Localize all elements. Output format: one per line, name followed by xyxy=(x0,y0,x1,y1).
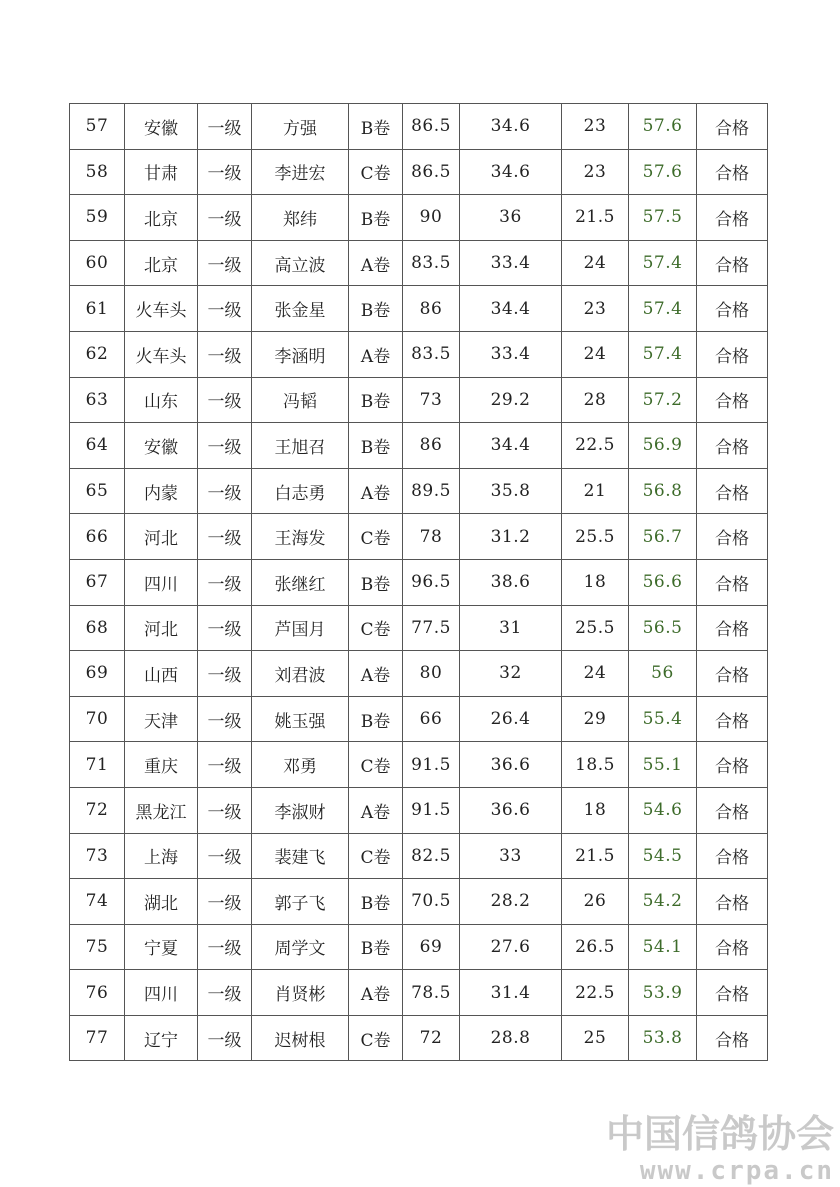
cell-other-score: 21.5 xyxy=(562,833,629,879)
cell-result: 合格 xyxy=(697,605,768,651)
cell-result: 合格 xyxy=(697,1015,768,1061)
cell-other-score: 26.5 xyxy=(562,924,629,970)
cell-level: 一级 xyxy=(198,879,252,925)
cell-rank: 67 xyxy=(70,559,125,605)
cell-rank: 75 xyxy=(70,924,125,970)
cell-name: 裴建飞 xyxy=(252,833,349,879)
cell-level: 一级 xyxy=(198,104,252,150)
cell-rank: 60 xyxy=(70,240,125,286)
cell-region: 北京 xyxy=(125,195,198,241)
cell-rank: 71 xyxy=(70,742,125,788)
table-row xyxy=(70,286,768,332)
cell-paper: C卷 xyxy=(349,742,403,788)
cell-region: 河北 xyxy=(125,514,198,560)
cell-level: 一级 xyxy=(198,605,252,651)
cell-level: 一级 xyxy=(198,423,252,469)
cell-paper: B卷 xyxy=(349,195,403,241)
cell-weighted-score: 27.6 xyxy=(460,924,562,970)
cell-result: 合格 xyxy=(697,331,768,377)
cell-total-score: 56.9 xyxy=(629,423,697,469)
cell-level: 一级 xyxy=(198,331,252,377)
cell-weighted-score: 38.6 xyxy=(460,559,562,605)
cell-name: 王海发 xyxy=(252,514,349,560)
table-row xyxy=(70,1015,768,1061)
cell-result: 合格 xyxy=(697,195,768,241)
cell-rank: 72 xyxy=(70,787,125,833)
results-body xyxy=(70,104,768,1061)
cell-result: 合格 xyxy=(697,696,768,742)
cell-paper: C卷 xyxy=(349,605,403,651)
cell-paper: A卷 xyxy=(349,331,403,377)
cell-raw-score: 80 xyxy=(403,651,460,697)
watermark-url: www.crpa.cn xyxy=(639,1156,834,1186)
cell-raw-score: 73 xyxy=(403,377,460,423)
cell-total-score: 54.6 xyxy=(629,787,697,833)
cell-name: 高立波 xyxy=(252,240,349,286)
cell-result: 合格 xyxy=(697,423,768,469)
cell-level: 一级 xyxy=(198,1015,252,1061)
cell-other-score: 26 xyxy=(562,879,629,925)
cell-weighted-score: 36.6 xyxy=(460,787,562,833)
cell-region: 山西 xyxy=(125,651,198,697)
cell-total-score: 56 xyxy=(629,651,697,697)
cell-raw-score: 70.5 xyxy=(403,879,460,925)
cell-result: 合格 xyxy=(697,924,768,970)
cell-result: 合格 xyxy=(697,651,768,697)
cell-level: 一级 xyxy=(198,833,252,879)
cell-result: 合格 xyxy=(697,468,768,514)
cell-result: 合格 xyxy=(697,377,768,423)
cell-other-score: 23 xyxy=(562,104,629,150)
table-row xyxy=(70,787,768,833)
cell-total-score: 55.4 xyxy=(629,696,697,742)
cell-other-score: 23 xyxy=(562,286,629,332)
cell-level: 一级 xyxy=(198,240,252,286)
cell-other-score: 24 xyxy=(562,651,629,697)
cell-rank: 65 xyxy=(70,468,125,514)
cell-raw-score: 83.5 xyxy=(403,331,460,377)
cell-region: 北京 xyxy=(125,240,198,286)
cell-other-score: 18 xyxy=(562,787,629,833)
cell-rank: 59 xyxy=(70,195,125,241)
cell-other-score: 18 xyxy=(562,559,629,605)
cell-raw-score: 77.5 xyxy=(403,605,460,651)
cell-name: 李淑财 xyxy=(252,787,349,833)
cell-name: 李涵明 xyxy=(252,331,349,377)
table-row xyxy=(70,240,768,286)
cell-weighted-score: 36 xyxy=(460,195,562,241)
table-row xyxy=(70,559,768,605)
cell-other-score: 28 xyxy=(562,377,629,423)
cell-result: 合格 xyxy=(697,879,768,925)
cell-level: 一级 xyxy=(198,742,252,788)
table-row xyxy=(70,468,768,514)
cell-other-score: 29 xyxy=(562,696,629,742)
cell-total-score: 57.5 xyxy=(629,195,697,241)
cell-level: 一级 xyxy=(198,514,252,560)
watermark xyxy=(606,1112,834,1186)
table-row xyxy=(70,377,768,423)
cell-level: 一级 xyxy=(198,924,252,970)
cell-raw-score: 96.5 xyxy=(403,559,460,605)
cell-region: 四川 xyxy=(125,559,198,605)
cell-other-score: 22.5 xyxy=(562,970,629,1016)
cell-region: 湖北 xyxy=(125,879,198,925)
cell-rank: 68 xyxy=(70,605,125,651)
cell-total-score: 56.6 xyxy=(629,559,697,605)
table-row xyxy=(70,423,768,469)
table-row xyxy=(70,742,768,788)
cell-raw-score: 78.5 xyxy=(403,970,460,1016)
cell-weighted-score: 34.4 xyxy=(460,423,562,469)
cell-weighted-score: 31.4 xyxy=(460,970,562,1016)
cell-paper: B卷 xyxy=(349,879,403,925)
cell-region: 内蒙 xyxy=(125,468,198,514)
cell-level: 一级 xyxy=(198,651,252,697)
table-row xyxy=(70,104,768,150)
cell-raw-score: 91.5 xyxy=(403,787,460,833)
cell-level: 一级 xyxy=(198,149,252,195)
cell-paper: B卷 xyxy=(349,286,403,332)
cell-weighted-score: 33.4 xyxy=(460,240,562,286)
cell-rank: 73 xyxy=(70,833,125,879)
cell-weighted-score: 31.2 xyxy=(460,514,562,560)
cell-rank: 70 xyxy=(70,696,125,742)
cell-region: 安徽 xyxy=(125,423,198,469)
cell-region: 黑龙江 xyxy=(125,787,198,833)
cell-raw-score: 82.5 xyxy=(403,833,460,879)
cell-other-score: 21.5 xyxy=(562,195,629,241)
cell-region: 甘肃 xyxy=(125,149,198,195)
cell-region: 宁夏 xyxy=(125,924,198,970)
cell-weighted-score: 35.8 xyxy=(460,468,562,514)
cell-name: 肖贤彬 xyxy=(252,970,349,1016)
cell-name: 迟树根 xyxy=(252,1015,349,1061)
cell-rank: 63 xyxy=(70,377,125,423)
cell-raw-score: 83.5 xyxy=(403,240,460,286)
cell-paper: B卷 xyxy=(349,696,403,742)
cell-paper: C卷 xyxy=(349,514,403,560)
cell-weighted-score: 33.4 xyxy=(460,331,562,377)
cell-name: 郑纬 xyxy=(252,195,349,241)
watermark-name: 中国信鸽协会 xyxy=(605,1112,834,1156)
cell-total-score: 53.8 xyxy=(629,1015,697,1061)
cell-name: 周学文 xyxy=(252,924,349,970)
cell-region: 安徽 xyxy=(125,104,198,150)
cell-other-score: 25 xyxy=(562,1015,629,1061)
cell-paper: B卷 xyxy=(349,377,403,423)
cell-name: 姚玉强 xyxy=(252,696,349,742)
cell-result: 合格 xyxy=(697,559,768,605)
results-table xyxy=(69,103,768,1061)
cell-weighted-score: 34.4 xyxy=(460,286,562,332)
cell-other-score: 22.5 xyxy=(562,423,629,469)
cell-total-score: 54.1 xyxy=(629,924,697,970)
cell-total-score: 57.4 xyxy=(629,240,697,286)
cell-total-score: 57.4 xyxy=(629,286,697,332)
cell-rank: 66 xyxy=(70,514,125,560)
cell-total-score: 56.5 xyxy=(629,605,697,651)
cell-region: 四川 xyxy=(125,970,198,1016)
cell-region: 天津 xyxy=(125,696,198,742)
cell-total-score: 56.7 xyxy=(629,514,697,560)
cell-region: 辽宁 xyxy=(125,1015,198,1061)
cell-name: 刘君波 xyxy=(252,651,349,697)
cell-weighted-score: 32 xyxy=(460,651,562,697)
cell-rank: 76 xyxy=(70,970,125,1016)
cell-total-score: 57.2 xyxy=(629,377,697,423)
cell-paper: A卷 xyxy=(349,651,403,697)
table-row xyxy=(70,651,768,697)
cell-paper: A卷 xyxy=(349,468,403,514)
cell-raw-score: 66 xyxy=(403,696,460,742)
cell-rank: 61 xyxy=(70,286,125,332)
cell-total-score: 56.8 xyxy=(629,468,697,514)
cell-weighted-score: 36.6 xyxy=(460,742,562,788)
cell-level: 一级 xyxy=(198,286,252,332)
cell-rank: 57 xyxy=(70,104,125,150)
cell-raw-score: 78 xyxy=(403,514,460,560)
cell-level: 一级 xyxy=(198,559,252,605)
cell-level: 一级 xyxy=(198,468,252,514)
cell-weighted-score: 34.6 xyxy=(460,149,562,195)
table-row xyxy=(70,149,768,195)
cell-paper: C卷 xyxy=(349,833,403,879)
cell-level: 一级 xyxy=(198,377,252,423)
cell-raw-score: 86 xyxy=(403,423,460,469)
cell-other-score: 24 xyxy=(562,331,629,377)
cell-paper: C卷 xyxy=(349,1015,403,1061)
cell-name: 方强 xyxy=(252,104,349,150)
table-row xyxy=(70,696,768,742)
table-row xyxy=(70,833,768,879)
cell-total-score: 57.6 xyxy=(629,104,697,150)
cell-other-score: 18.5 xyxy=(562,742,629,788)
table-row xyxy=(70,195,768,241)
cell-other-score: 21 xyxy=(562,468,629,514)
cell-raw-score: 89.5 xyxy=(403,468,460,514)
cell-rank: 74 xyxy=(70,879,125,925)
table-row xyxy=(70,605,768,651)
cell-paper: C卷 xyxy=(349,149,403,195)
cell-name: 白志勇 xyxy=(252,468,349,514)
cell-result: 合格 xyxy=(697,514,768,560)
cell-level: 一级 xyxy=(198,696,252,742)
cell-weighted-score: 33 xyxy=(460,833,562,879)
cell-paper: B卷 xyxy=(349,423,403,469)
cell-other-score: 24 xyxy=(562,240,629,286)
cell-weighted-score: 28.8 xyxy=(460,1015,562,1061)
cell-level: 一级 xyxy=(198,787,252,833)
cell-result: 合格 xyxy=(697,104,768,150)
cell-raw-score: 72 xyxy=(403,1015,460,1061)
cell-raw-score: 91.5 xyxy=(403,742,460,788)
cell-name: 张继红 xyxy=(252,559,349,605)
cell-raw-score: 86.5 xyxy=(403,104,460,150)
cell-level: 一级 xyxy=(198,970,252,1016)
cell-weighted-score: 28.2 xyxy=(460,879,562,925)
cell-paper: A卷 xyxy=(349,970,403,1016)
cell-region: 火车头 xyxy=(125,331,198,377)
cell-region: 山东 xyxy=(125,377,198,423)
cell-name: 冯韬 xyxy=(252,377,349,423)
cell-paper: B卷 xyxy=(349,559,403,605)
cell-other-score: 25.5 xyxy=(562,605,629,651)
cell-name: 芦国月 xyxy=(252,605,349,651)
cell-result: 合格 xyxy=(697,286,768,332)
cell-result: 合格 xyxy=(697,240,768,286)
cell-name: 王旭召 xyxy=(252,423,349,469)
cell-region: 河北 xyxy=(125,605,198,651)
table-row xyxy=(70,924,768,970)
cell-weighted-score: 31 xyxy=(460,605,562,651)
cell-result: 合格 xyxy=(697,742,768,788)
cell-raw-score: 90 xyxy=(403,195,460,241)
cell-rank: 58 xyxy=(70,149,125,195)
cell-result: 合格 xyxy=(697,833,768,879)
cell-rank: 64 xyxy=(70,423,125,469)
cell-paper: B卷 xyxy=(349,104,403,150)
cell-weighted-score: 29.2 xyxy=(460,377,562,423)
cell-name: 邓勇 xyxy=(252,742,349,788)
cell-result: 合格 xyxy=(697,970,768,1016)
cell-paper: A卷 xyxy=(349,787,403,833)
cell-other-score: 23 xyxy=(562,149,629,195)
table-row xyxy=(70,879,768,925)
table-row xyxy=(70,514,768,560)
cell-weighted-score: 26.4 xyxy=(460,696,562,742)
cell-result: 合格 xyxy=(697,787,768,833)
cell-other-score: 25.5 xyxy=(562,514,629,560)
cell-total-score: 57.6 xyxy=(629,149,697,195)
cell-total-score: 53.9 xyxy=(629,970,697,1016)
cell-total-score: 54.5 xyxy=(629,833,697,879)
cell-region: 上海 xyxy=(125,833,198,879)
table-row xyxy=(70,331,768,377)
cell-paper: A卷 xyxy=(349,240,403,286)
cell-rank: 69 xyxy=(70,651,125,697)
cell-paper: B卷 xyxy=(349,924,403,970)
cell-raw-score: 69 xyxy=(403,924,460,970)
table-row xyxy=(70,970,768,1016)
cell-total-score: 57.4 xyxy=(629,331,697,377)
cell-total-score: 54.2 xyxy=(629,879,697,925)
cell-name: 郭子飞 xyxy=(252,879,349,925)
cell-level: 一级 xyxy=(198,195,252,241)
cell-weighted-score: 34.6 xyxy=(460,104,562,150)
cell-raw-score: 86.5 xyxy=(403,149,460,195)
cell-region: 火车头 xyxy=(125,286,198,332)
cell-rank: 62 xyxy=(70,331,125,377)
cell-total-score: 55.1 xyxy=(629,742,697,788)
cell-raw-score: 86 xyxy=(403,286,460,332)
cell-name: 张金星 xyxy=(252,286,349,332)
cell-region: 重庆 xyxy=(125,742,198,788)
cell-result: 合格 xyxy=(697,149,768,195)
cell-rank: 77 xyxy=(70,1015,125,1061)
cell-name: 李进宏 xyxy=(252,149,349,195)
